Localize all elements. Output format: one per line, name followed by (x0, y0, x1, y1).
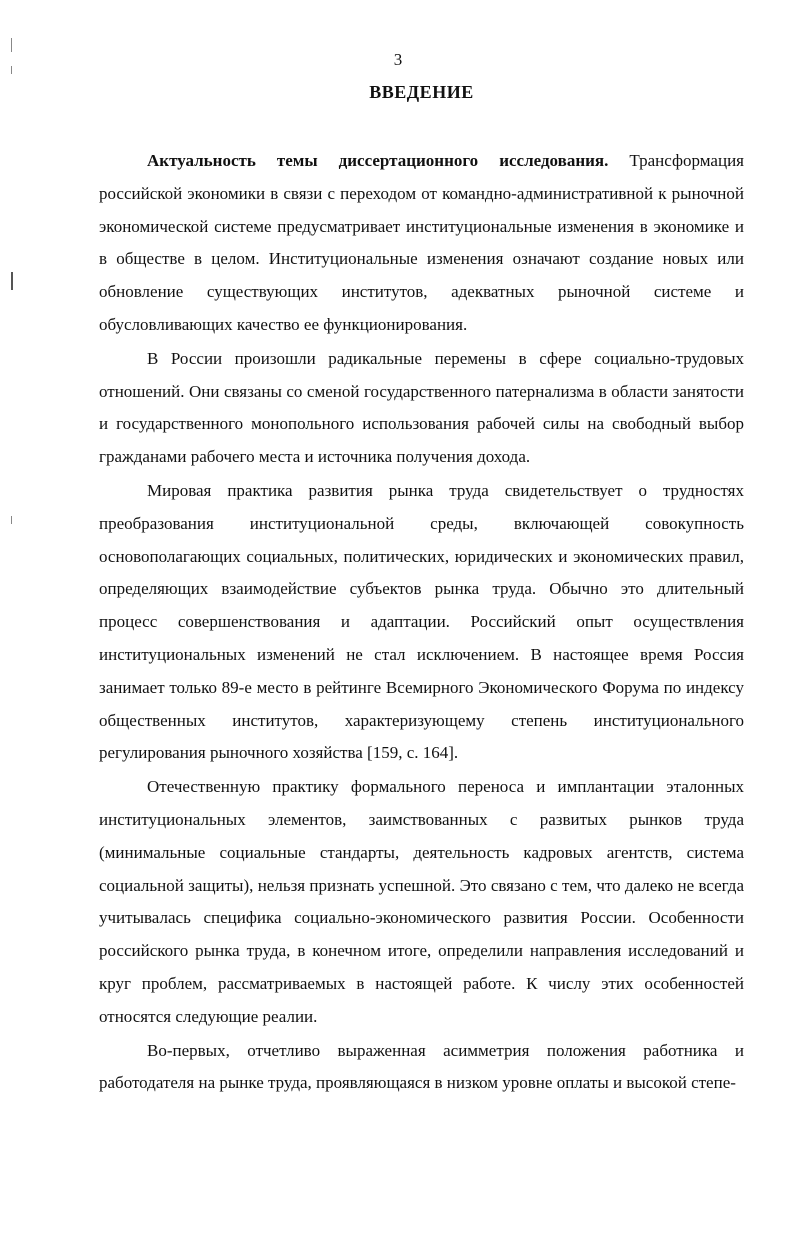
paragraph (99, 771, 744, 1033)
paragraph (99, 475, 744, 770)
paragraph (99, 145, 744, 342)
paragraph-lead: Актуальность темы диссертационного исследования. (147, 151, 609, 170)
paragraph (99, 343, 744, 474)
paragraph (99, 1035, 744, 1101)
page-number: 3 (393, 50, 403, 69)
paragraph-text: Трансформация российской экономики в связи с переходом от командно-административной к рыночной экономической системе предусматривает институциональные изменения в экономике и в обществе в целом. Институциональные изменения означают создание новых или обновление существующих институтов, адекватных рыночной системе и обусловливающих качество ее функционирования. (99, 151, 744, 334)
paragraph-text: В России произошли радикальные перемены в сфере социально-трудовых отношений. Они связаны со сменой государственного патернализма в области занятости и государственного монопольного использования рабочей силы на свободный выбор гражданами рабочего места и источника получения дохода. (99, 348, 744, 467)
paragraph-text: Отечественную практику формального переноса и имплантации эталонных институциональных элементов, заимствованных с развитых рынков труда (минимальные социальные стандарты, деятельность кадровых агентств, система социальной защиты), нельзя признать успешной. Это связано с тем, что далеко не всегда учитывалась специфика социально-экономического развития России. Особенности российского рынка труда, в конечном итоге, определили направления исследований и круг проблем, рассматриваемых в настоящей работе. К числу этих особенностей относятся следующие реалии. (99, 777, 744, 1026)
section-heading: ВВЕДЕНИЕ (369, 82, 474, 102)
scan-margin-mark (11, 272, 13, 290)
document-body (99, 145, 744, 1100)
paragraph-text: Во-первых, отчетливо выраженная асимметрия положения работника и работодателя на рынке труда, проявляющаяся в низком уровне оплаты и высокой степе- (99, 1040, 744, 1093)
paragraph-text: Мировая практика развития рынка труда свидетельствует о трудностях преобразования институциональной среды, включающей совокупность основополагающих социальных, политических, юридических и экономических правил, определяющих взаимодействие субъектов рынка труда. Обычно это длительный процесс совершенствования и адаптации. Российский опыт осуществления институциональных изменений не стал исключением. В настоящее время Россия занимает только 89-е место в рейтинге Всемирного Экономического Форума по индексу общественных институтов, характеризующему степень институционального регулирования рыночного хозяйства [159, с. 164]. (99, 480, 744, 763)
scan-margin-mark (11, 516, 12, 524)
